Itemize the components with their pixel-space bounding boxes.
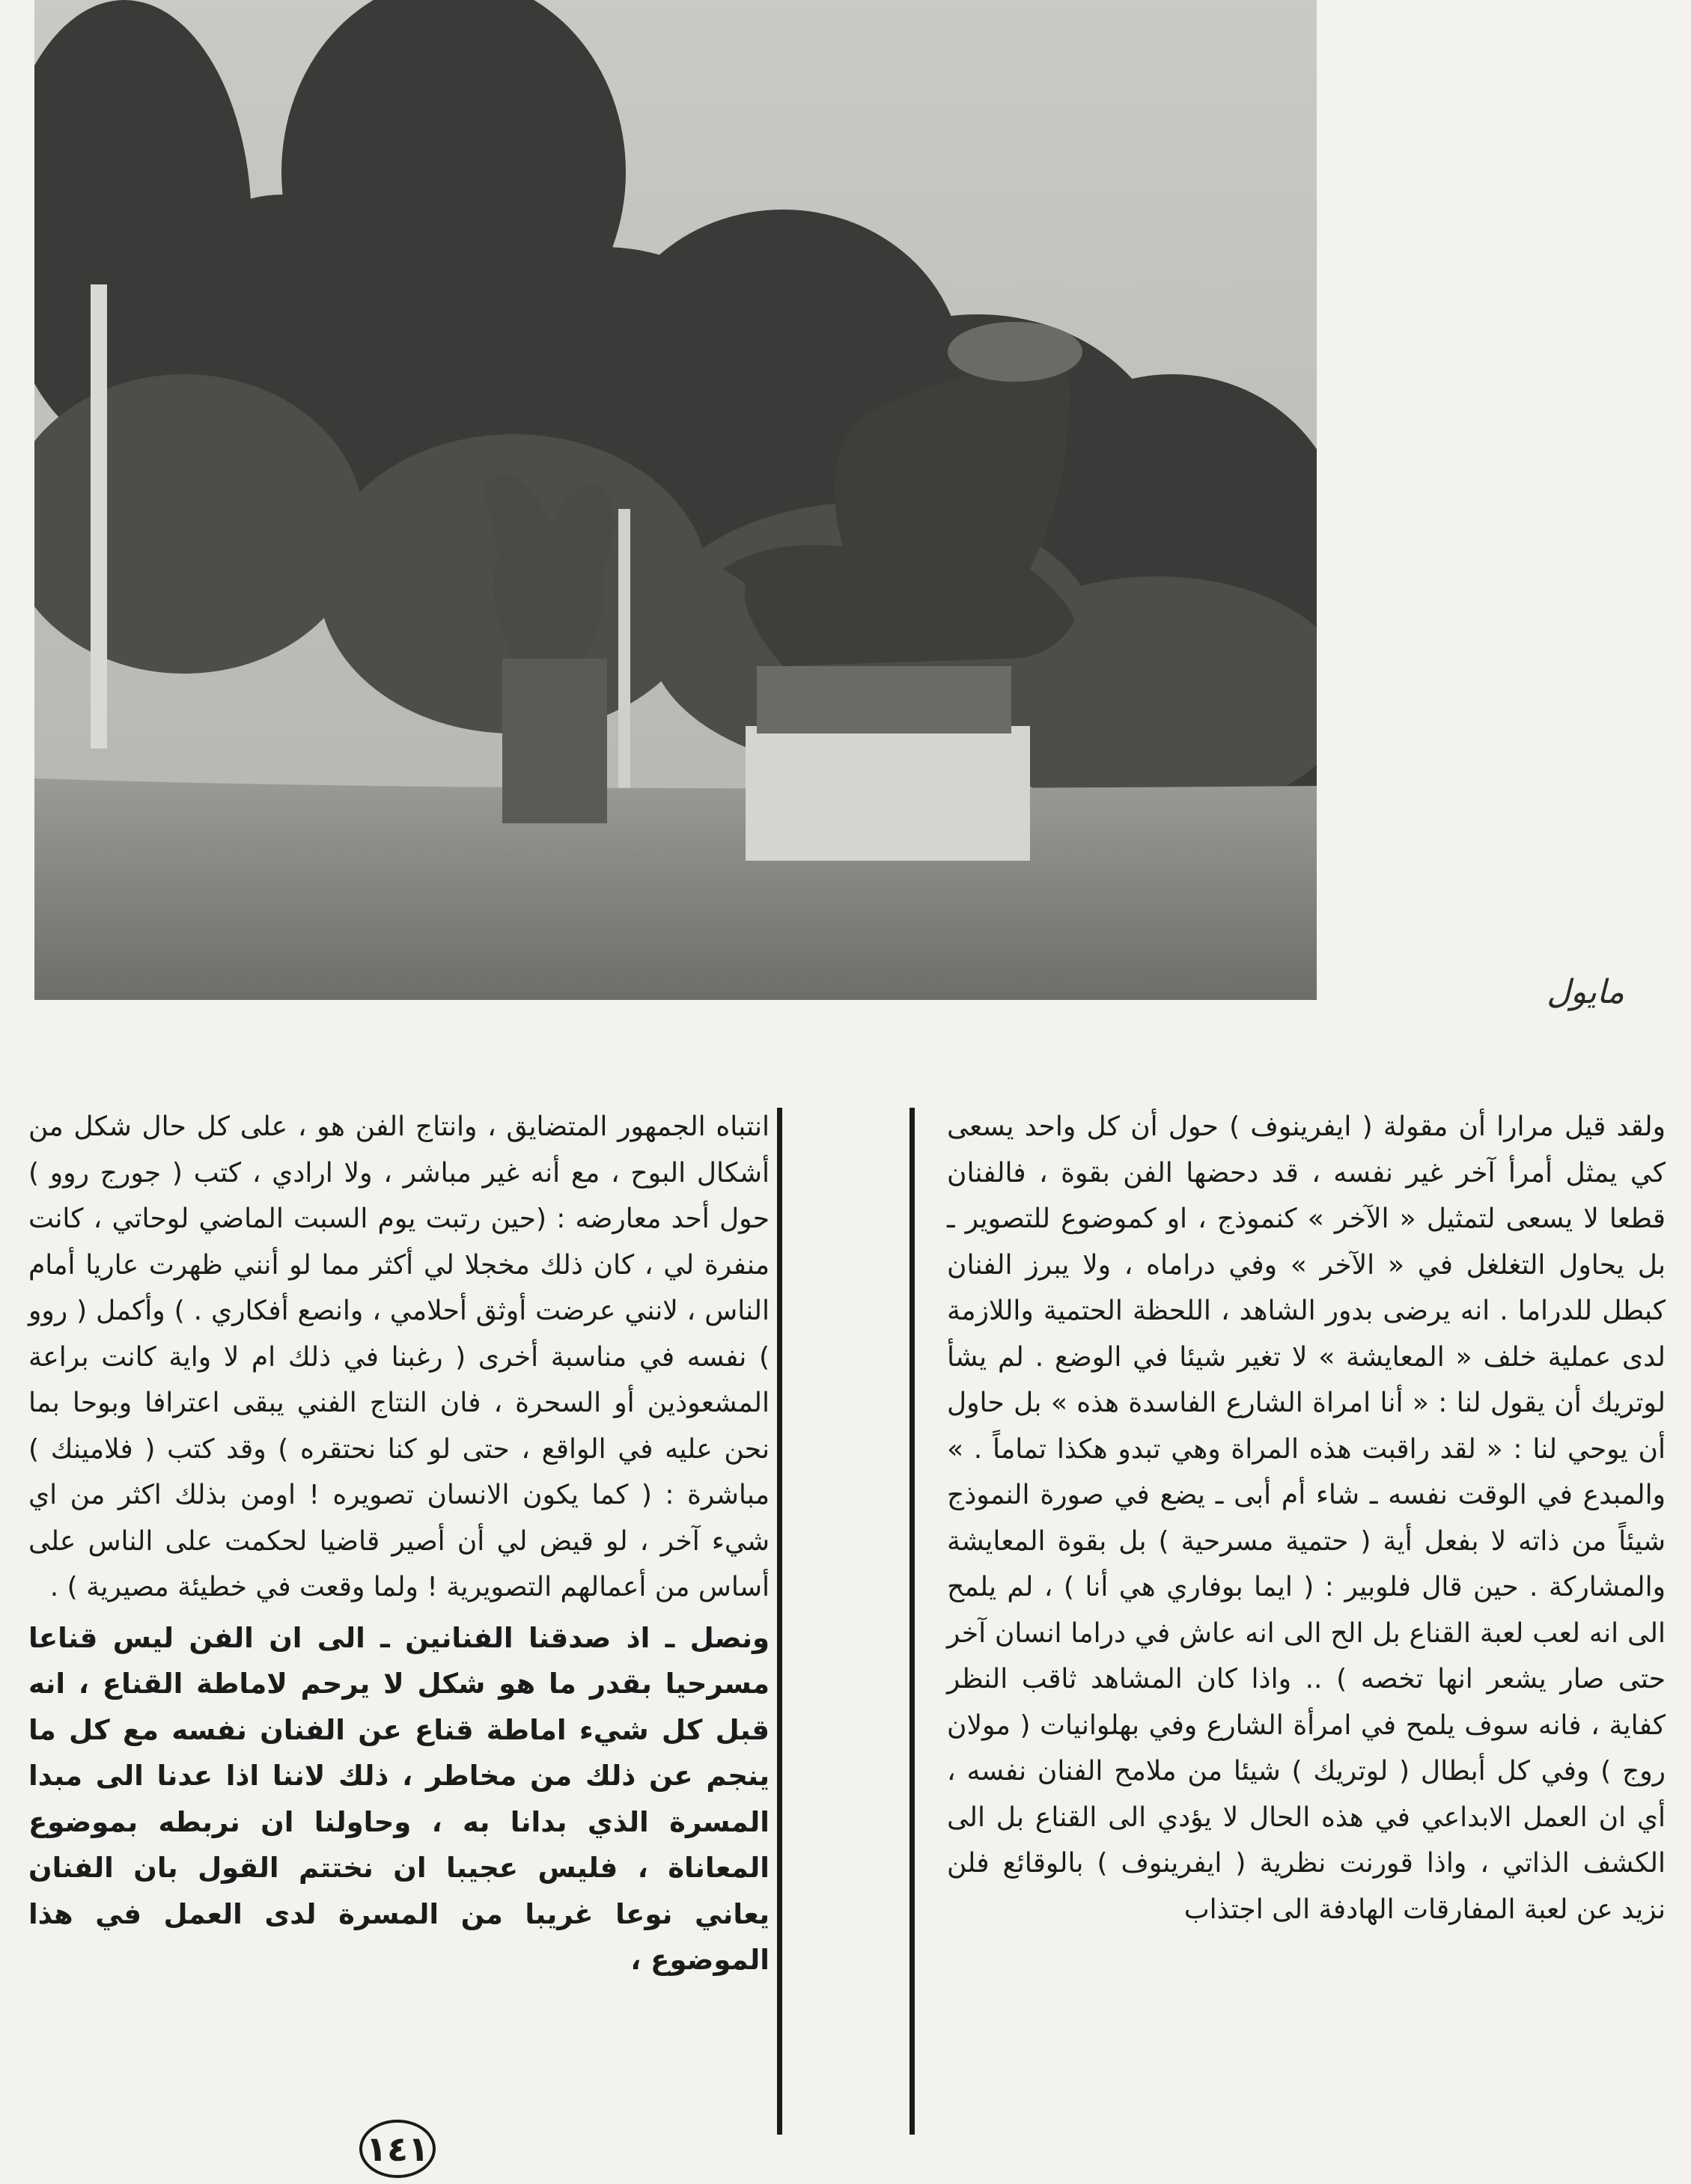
article-paragraph-bold: ونصل ـ اذ صدقنا الفنانين ـ الى ان الفن ليس قناعا مسرحيا بقدر ما هو شكل لا يرحم لاماطة القناع ، انه قبل كل شيء اماطة قناع عن الفنان نفسه مع كل ما ينجم عن ذلك من مخاطر ، ذلك لاننا اذا عدنا الى مبدا المسرة الذي بدانا به ، وحاولنا ان نربطه بموضوع المعاناة ، فليس عجيبا ان نختتم القول بان الفنان يعاني نوعا غريبا من المسرة لدى العمل في هذا الموضوع ، bbox=[28, 1621, 770, 1976]
photo-caption: مايول bbox=[1547, 973, 1624, 1011]
page-number: ١٤١ bbox=[359, 2120, 436, 2178]
article-paragraph: ولقد قيل مرارا أن مقولة ( ايفرينوف ) حول أن كل واحد يسعى كي يمثل أمرأ آخر غير نفسه ، قد دحضها الفن بقوة ، فالفنان قطعا لا يسعى لتمثيل « الآخر » كنموذج ، او كموضوع للتصوير ـ بل يحاول التغلغل في « الآخر » وفي دراماه ، ولا يبرز الفنان كبطل للدراما . انه يرضى بدور الشاهد ، اللحظة الحتمية واللازمة لدى عملية خلف « المعايشة » لا تغير شيئا في الوضع . لم يشأ لوتريك أن يقول لنا : « أنا امراة الشارع الفاسدة هذه » بل حاول أن يوحي لنا : « لقد راقبت هذه المراة وهي تبدو هكذا تماماً . » والمبدع في الوقت نفسه ـ شاء أم أبى ـ يضع في صورة النموذج شيئاً من ذاته لا بفعل أية ( حتمية مسرحية ) بل بقوة المعايشة والمشاركة . حين قال فلوبير : ( ايما بوفاري هي أنا ) ، لم يلمح الى انه لعب لعبة القناع بل الح الى انه عاش في دراما انسان آخر حتى صار يشعر انها تخصه ) .. واذا كان المشاهد ثاقب النظر كفاية ، فانه سوف يلمح في امرأة الشارع وفي بهلوانيات ( مولان روج ) وفي كل أبطال ( لوتريك ) شيئا من ملامح الفنان نفسه ، أي ان العمل الابداعي في هذه الحال لا يؤدي الى القناع بل الى الكشف الذاتي ، واذا قورنت نظرية ( ايفرينوف ) بالوقائع فلن نزيد عن لعبة المفارقات الهادفة الى اجتذاب bbox=[947, 1111, 1666, 1925]
photo-illustration bbox=[34, 0, 1317, 1000]
article-column-right bbox=[947, 1104, 1666, 1933]
column-divider-left bbox=[777, 1108, 782, 2135]
column-divider-right bbox=[910, 1108, 915, 2135]
article-paragraph: انتباه الجمهور المتضايق ، وانتاج الفن هو ، على كل حال شكل من أشكال البوح ، مع أنه غير مباشر ، ولا ارادي ، كتب ( جورج روو ) حول أحد معارضه : (حين رتبت يوم السبت الماضي لوحاتي ، كانت منفرة لي ، كان ذلك مخجلا لي أكثر مما لو أنني ظهرت عاريا أمام الناس ، لانني عرضت أوثق أحلامي ، وانصع أفكاري . ) وأكمل ( روو ) نفسه في مناسبة أخرى ( رغبنا في ذلك ام لا واية كانت براعة المشعوذين أو السحرة ، فان النتاج الفني يبقى اعترافا وبوحا بما نحن عليه في الواقع ، حتى لو كنا نحتقره ) وقد كتب ( فلامينك ) مباشرة : ( كما يكون الانسان تصويره ! اومن بذلك اكثر من اي شيء آخر ، لو قيض لي أن أصير قاضيا لحكمت على الناس على أساس من أعمالهم التصويرية ! ولما وقعت في خطيئة مصيرية ) . bbox=[28, 1111, 770, 1602]
article-column-left bbox=[28, 1104, 770, 1983]
sculpture-garden-photo bbox=[34, 0, 1317, 1000]
